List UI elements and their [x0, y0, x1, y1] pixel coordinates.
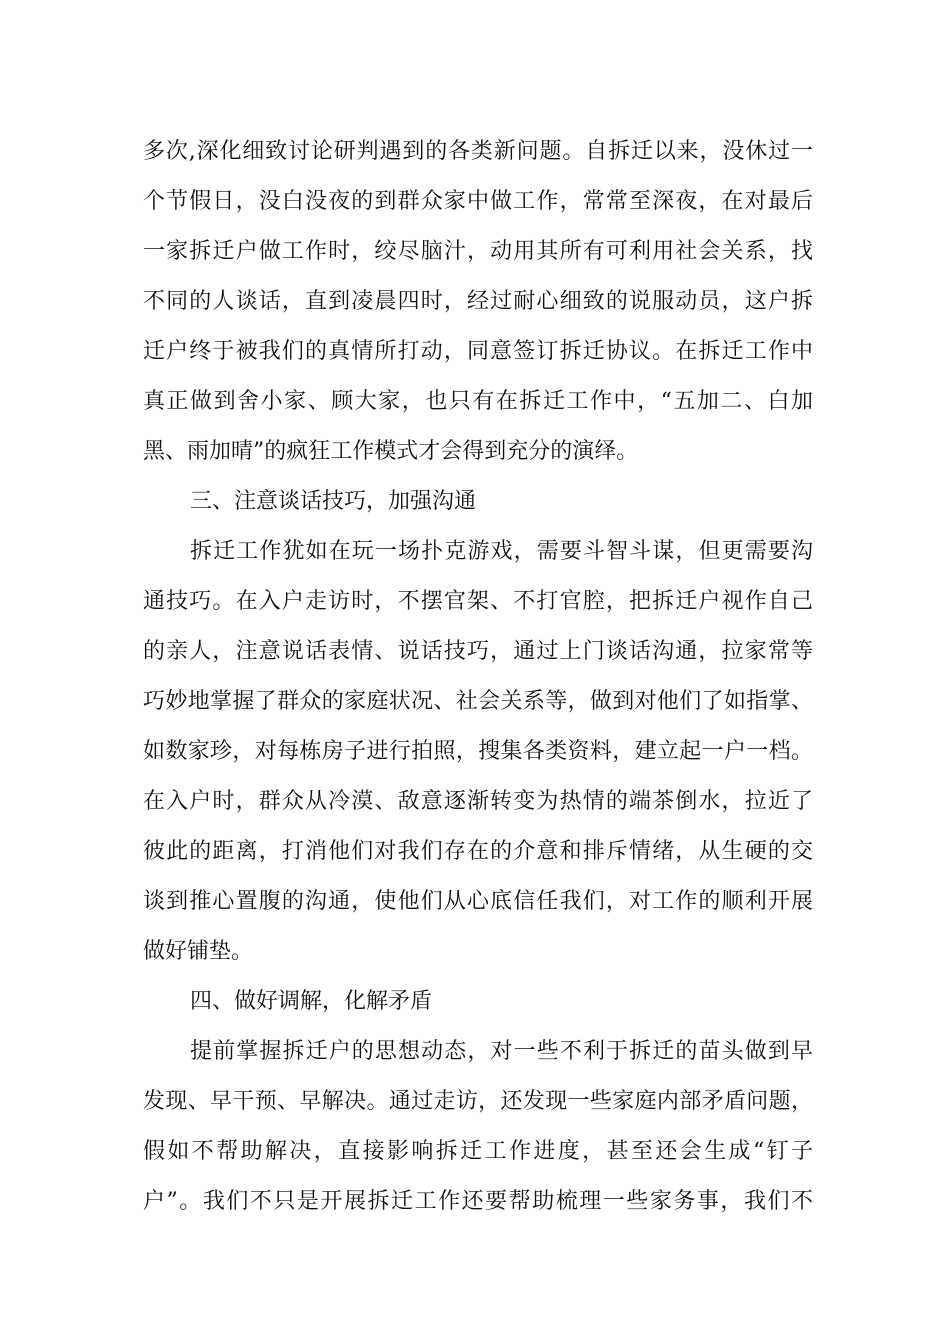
paragraph-line: 在入户时，群众从冷漠、敌意逐渐转变为热情的端茶倒水，拉近了 [143, 789, 813, 814]
paragraph-line: 如数家珍，对每栋房子进行拍照，搜集各类资料，建立起一户一档。 [143, 739, 813, 764]
paragraph-line: 黑、雨加晴”的疯狂工作模式才会得到充分的演绎。 [143, 439, 639, 464]
paragraph-line: 迁户终于被我们的真情所打动，同意签订拆迁协议。在拆迁工作中 [143, 339, 813, 364]
paragraph-line: 真正做到舍小家、顾大家，也只有在拆迁工作中，“五加二、白加 [143, 389, 813, 414]
paragraph-line: 谈到推心置腹的沟通，使他们从心底信任我们，对工作的顺利开展 [143, 889, 813, 914]
paragraph-line: 不同的人谈话，直到凌晨四时，经过耐心细致的说服动员，这户拆 [143, 289, 813, 314]
paragraph-line: 提前掌握拆迁户的思想动态，对一些不利于拆迁的苗头做到早 [190, 1039, 813, 1064]
paragraph-line: 个节假日，没白没夜的到群众家中做工作，常常至深夜，在对最后 [143, 189, 813, 214]
paragraph-line: 的亲人，注意说话表情、说话技巧，通过上门谈话沟通，拉家常等 [143, 639, 813, 664]
paragraph-line: 通技巧。在入户走访时，不摆官架、不打官腔，把拆迁户视作自己 [143, 589, 813, 614]
paragraph-line: 户”。我们不只是开展拆迁工作还要帮助梳理一些家务事，我们不 [143, 1189, 813, 1214]
paragraph-line: 彼此的距离，打消他们对我们存在的介意和排斥情绪，从生硬的交 [143, 839, 813, 864]
paragraph-line: 发现、早干预、早解决。通过走访，还发现一些家庭内部矛盾问题， [143, 1089, 813, 1114]
paragraph-line: 多次,深化细致讨论研判遇到的各类新问题。自拆迁以来，没休过一 [143, 139, 813, 164]
paragraph-line: 做好铺垫。 [143, 939, 254, 964]
paragraph-line: 一家拆迁户做工作时，绞尽脑汁，动用其所有可利用社会关系，找 [143, 239, 813, 264]
paragraph-line: 假如不帮助解决，直接影响拆迁工作进度，甚至还会生成“钉子 [143, 1139, 813, 1164]
paragraph-line: 拆迁工作犹如在玩一场扑克游戏，需要斗智斗谋，但更需要沟 [190, 539, 813, 564]
section-heading-4: 四、做好调解，化解矛盾 [190, 989, 433, 1014]
section-heading-3: 三、注意谈话技巧，加强沟通 [190, 489, 477, 514]
paragraph-line: 巧妙地掌握了群众的家庭状况、社会关系等，做到对他们了如指掌、 [143, 689, 813, 714]
